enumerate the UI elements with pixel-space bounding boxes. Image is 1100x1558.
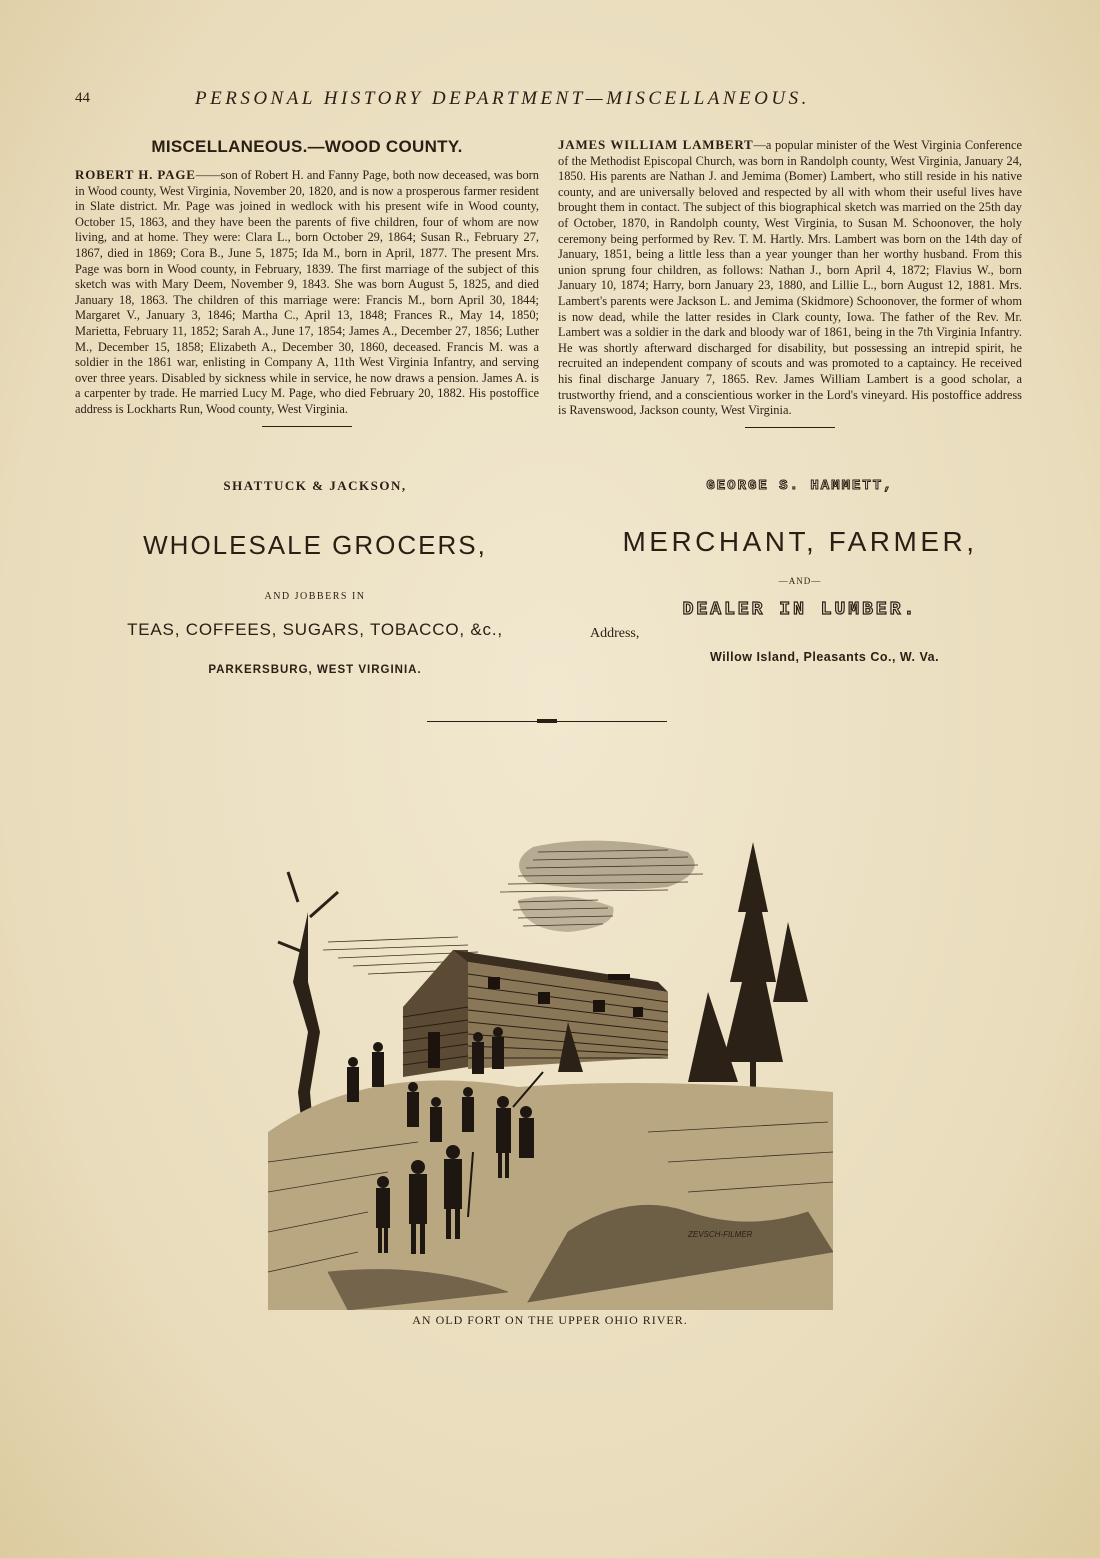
ad-address-label: Address, xyxy=(590,626,640,641)
illustration-caption: AN OLD FORT ON THE UPPER OHIO RIVER. xyxy=(412,1313,688,1327)
fort-engraving xyxy=(268,832,833,1310)
ad-firm-name: SHATTUCK & JACKSON, xyxy=(223,478,407,493)
running-head: PERSONAL HISTORY DEPARTMENT—MISCELLANEOUS. xyxy=(195,88,810,109)
ad-business: MERCHANT, FARMER, xyxy=(622,526,978,557)
bio-robert-page xyxy=(75,167,539,418)
advertisement-george-hammett xyxy=(570,478,1030,664)
ad-business: WHOLESALE GROCERS, xyxy=(143,530,487,560)
ad-goods: TEAS, COFFEES, SUGARS, TOBACCO, &c., xyxy=(127,620,503,639)
right-column xyxy=(558,137,1022,428)
bio-text: —a popular minister of the West Virginia Conference of the Methodist Episcopal Church, was born in Randolph county, West Virginia, January 24, 1850. His parents are Nathan J. and Jemima (Bomer) Lambert, who still reside in his native county, and are universally beloved and respected by all with whom their useful lives have brought them in contact. The subject of this biographical sketch was married on the 25th day of October, 1870, in Randolph county, West Virginia, to Susan M. Schoonover, the holy ceremony being performed by Rev. T. M. Hartly. Mrs. Lambert was born on the 14th day of January, 1851, being a little less than a year younger than her worthy husband. From this union sprung four children, as follows: Nathan J., born April 4, 1872; Flavius W., born January 10, 1874; Harry, born January 23, 1880, and Lillie L., born August 12, 1881. Mrs. Lambert's parents were Jackson L. and Jemima (Skidmore) Schoonover, the former of whom is now dead, while the latter resides in Clark county, Iowa. The father of the Rev. Mr. Lambert was a soldier in the dark and bloody war of 1861, being in the 7th Virginia Infantry. He was shortly afterward discharged for disability, but possessing an intrepid spirit, he recruited an independent company of scouts and was promoted to a captaincy. He received his final discharge January 7, 1865. Rev. James William Lambert is a good scholar, a trustworthy friend, and a conscientious worker in the Lord's vineyard. His postoffice address is Ravenswood, Jackson county, West Virginia. xyxy=(558,138,1023,418)
ad-address: Willow Island, Pleasants Co., W. Va. xyxy=(710,650,940,664)
short-rule xyxy=(745,427,835,428)
short-rule xyxy=(262,426,352,427)
bio-name: ROBERT H. PAGE xyxy=(75,167,196,182)
ground xyxy=(268,1080,833,1310)
ornamental-divider xyxy=(427,715,667,729)
bio-james-lambert xyxy=(558,137,1022,419)
ad-subline: AND JOBBERS IN xyxy=(264,591,366,602)
divider-ornament xyxy=(537,719,557,723)
advertisement-shattuck-jackson xyxy=(75,478,555,676)
section-heading: MISCELLANEOUS.—WOOD COUNTY. xyxy=(151,137,463,156)
fort-building xyxy=(403,950,668,1077)
page-number: 44 xyxy=(75,90,90,106)
bio-text: ——son of Robert H. and Fanny Page, both now deceased, was born in Wood county, West Virginia, November 20, 1820, and is now a prosperous farmer resident in Slate district. Mr. Page was joined in wedlock with his present wife in Wood county, October 15, 1863, and they have been the parents of five children, four of whom are now living, and at home. They were: Clara L., born October 29, 1864; Susan R., February 27, 1867, died in 1869; Cora B., June 5, 1875; Ida M., born in April, 1877. The present Mrs. Page was born in Wood county, in February, 1839. The first marriage of the subject of this sketch was with Mary Deem, November 9, 1843. She was born August 5, 1825, and died January 18, 1863. The children of this marriage were: Francis M., born April 30, 1844; Margaret V., January 3, 1846; Martha C., April 13, 1848; Frances R., May 14, 1850; Marietta, February 11, 1852; Sarah A., June 17, 1854; James A., December 27, 1856; Luther M., December 15, 1858; Elizabeth A., December 30, 1860, deceased. Francis M. was a soldier in the 1861 war, enlisting in Company A, 11th West Virginia Infantry, and serving over three years. Disabled by sickness while in service, he now draws a pension. James A. is a carpenter by trade. He married Lucy M. Page, who died February 20, 1882. His postoffice address is Lockharts Run, Wood county, West Virginia. xyxy=(75,168,539,416)
ad-dealer: DEALER IN LUMBER. xyxy=(682,600,918,620)
cloud-shading xyxy=(518,841,695,932)
left-column xyxy=(75,137,539,427)
ad-and-line: —AND— xyxy=(778,576,822,586)
ad-city: PARKERSBURG, WEST VIRGINIA. xyxy=(208,664,422,676)
ad-firm-name: GEORGE S. HAMMETT, xyxy=(706,478,894,494)
engraver-signature: ZEVSCH-FILMER xyxy=(688,1230,753,1239)
bio-name: JAMES WILLIAM LAMBERT xyxy=(558,137,754,152)
